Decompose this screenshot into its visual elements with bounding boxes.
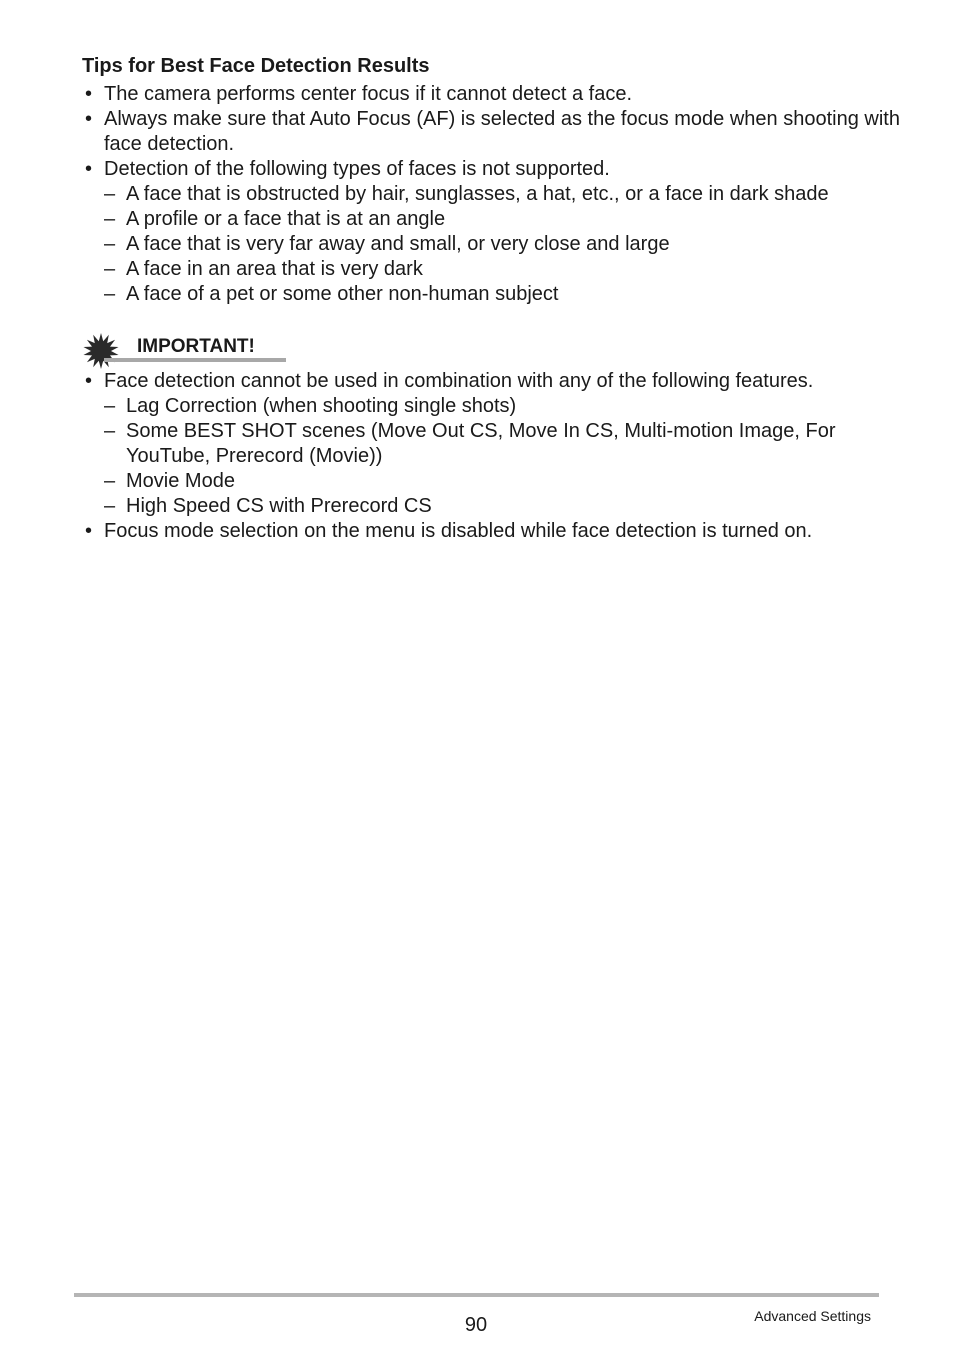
dash-marker: – xyxy=(104,183,116,205)
footer-rule xyxy=(74,1293,879,1297)
dash-marker: – xyxy=(104,395,116,417)
sub-list-item xyxy=(0,182,900,207)
bullet-marker: • xyxy=(85,520,93,542)
sub-list-item xyxy=(0,232,900,257)
dash-marker: – xyxy=(104,283,116,305)
dash-marker: – xyxy=(104,420,116,442)
tips-list xyxy=(0,82,900,307)
important-list xyxy=(0,369,900,544)
sub-list-item xyxy=(0,469,900,494)
dash-marker: – xyxy=(104,233,116,255)
list-item-text: Movie Mode xyxy=(126,470,235,492)
important-underline xyxy=(104,358,286,362)
bullet-marker: • xyxy=(85,83,93,105)
list-item xyxy=(0,369,900,394)
list-item-text: Lag Correction (when shooting single shots) xyxy=(126,395,517,417)
list-item xyxy=(0,519,900,544)
sub-list-item xyxy=(0,394,900,419)
list-item-text: A face of a pet or some other non-human subject xyxy=(126,283,559,305)
list-item-text: A profile or a face that is at an angle xyxy=(126,208,446,230)
list-item-text: High Speed CS with Prerecord CS xyxy=(126,495,432,517)
list-item-text: Always make sure that Auto Focus (AF) is selected as the focus mode when shooting with face detection. xyxy=(104,108,900,155)
page-number: 90 xyxy=(464,1314,488,1336)
sub-list-item xyxy=(0,207,900,232)
section-name: Advanced Settings xyxy=(754,1308,871,1324)
list-item xyxy=(0,82,900,107)
list-item-text: Some BEST SHOT scenes (Move Out CS, Move In CS, Multi-motion Image, For YouTube, Prerecord (Movie)) xyxy=(126,420,836,467)
list-item-text: A face that is very far away and small, or very close and large xyxy=(126,233,670,255)
sub-list-item xyxy=(0,257,900,282)
sub-list-item xyxy=(0,494,900,519)
dash-marker: – xyxy=(104,495,116,517)
list-item xyxy=(0,157,900,182)
list-item-text: The camera performs center focus if it cannot detect a face. xyxy=(104,83,633,105)
list-item-text: Face detection cannot be used in combination with any of the following features. xyxy=(104,370,814,392)
important-header xyxy=(82,332,286,368)
dash-marker: – xyxy=(104,470,116,492)
dash-marker: – xyxy=(104,208,116,230)
bullet-marker: • xyxy=(85,158,93,180)
list-item-text: A face in an area that is very dark xyxy=(126,258,423,280)
bullet-marker: • xyxy=(85,370,93,392)
list-item-text: Focus mode selection on the menu is disabled while face detection is turned on. xyxy=(104,520,813,542)
section-title: Tips for Best Face Detection Results xyxy=(82,55,430,77)
dash-marker: – xyxy=(104,258,116,280)
list-item xyxy=(0,107,900,157)
sub-list-item xyxy=(0,419,900,469)
important-label: IMPORTANT! xyxy=(137,336,255,357)
list-item-text: A face that is obstructed by hair, sunglasses, a hat, etc., or a face in dark shade xyxy=(126,183,829,205)
list-item-text: Detection of the following types of faces is not supported. xyxy=(104,158,610,180)
burst-icon xyxy=(82,332,120,370)
bullet-marker: • xyxy=(85,108,93,130)
sub-list-item xyxy=(0,282,900,307)
